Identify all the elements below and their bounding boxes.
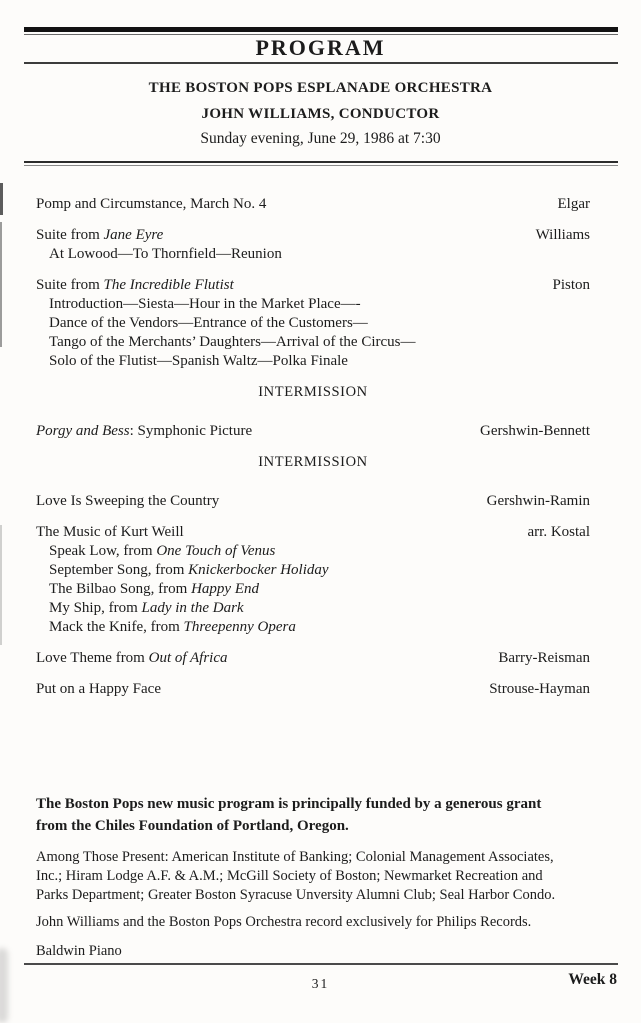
program-item — [36, 226, 590, 264]
work-title-line — [36, 523, 590, 542]
italic-title-segment: Happy End — [191, 581, 259, 597]
program-list — [36, 187, 590, 711]
text-line: from the Chiles Foundation of Portland, Oregon. — [36, 818, 349, 834]
movement-line — [36, 618, 590, 637]
text-line: Inc.; Hiram Lodge A.F. & A.M.; McGill Society of Boston; Newmarket Recreation and — [36, 868, 543, 884]
title-underline-rule — [24, 62, 618, 64]
text-segment: Dance of the Vendors—Entrance of the Customers— — [49, 315, 368, 331]
text-segment: Love Theme from — [36, 650, 149, 666]
movement-line — [36, 561, 590, 580]
notes-section — [36, 793, 585, 961]
composer-credit: Gershwin-Bennett — [480, 423, 590, 439]
text-segment: My Ship, from — [49, 600, 142, 616]
text-segment: Introduction—Siesta—Hour in the Market Place—- — [49, 296, 361, 312]
scan-artifact — [0, 222, 2, 347]
program-item — [36, 649, 590, 668]
baldwin-piano-credit: Baldwin Piano — [36, 943, 122, 959]
text-segment: The Bilbao Song, from — [49, 581, 192, 597]
work-title-line — [36, 276, 590, 295]
text-segment: Solo of the Flutist—Spanish Waltz—Polka Finale — [49, 353, 348, 369]
intermission-heading: INTERMISSION — [258, 454, 368, 470]
work-title-line — [36, 226, 590, 245]
text-segment: Speak Low, from — [49, 543, 157, 559]
conductor-name: JOHN WILLIAMS, CONDUCTOR — [201, 106, 440, 122]
italic-title-segment: Out of Africa — [148, 650, 228, 666]
movement-line — [36, 314, 590, 333]
top-rule-thick — [24, 27, 618, 32]
composer-credit: Gershwin-Ramin — [486, 493, 590, 509]
movement-line — [36, 333, 590, 352]
text-line: Among Those Present: American Institute of Banking; Colonial Management Associates, — [36, 849, 554, 865]
movement-line — [36, 580, 590, 599]
composer-credit: Williams — [535, 227, 590, 243]
italic-title-segment: Porgy and Bess — [36, 423, 130, 439]
program-item — [36, 680, 590, 699]
text-segment: Pomp and Circumstance, March No. 4 — [36, 196, 267, 212]
work-title-line — [36, 195, 590, 214]
program-item — [36, 523, 590, 637]
footer-rule — [24, 963, 618, 965]
intermission-heading: INTERMISSION — [258, 384, 368, 400]
orchestra-name: THE BOSTON POPS ESPLANADE ORCHESTRA — [148, 80, 493, 96]
text-segment: Suite from — [36, 227, 104, 243]
movement-line — [36, 542, 590, 561]
scan-artifact — [0, 183, 3, 215]
text-line: The Boston Pops new music program is principally funded by a generous grant — [36, 796, 542, 812]
movement-line — [36, 245, 590, 264]
text-segment: September Song, from — [49, 562, 189, 578]
italic-title-segment: Knickerbocker Holiday — [188, 562, 329, 578]
text-line: Parks Department; Greater Boston Syracuse Unversity Alumni Club; Seal Harbor Condo. — [36, 887, 556, 903]
program-item — [36, 422, 590, 441]
text-segment: At Lowood—To Thornfield—Reunion — [49, 246, 282, 262]
text-segment: Mack the Knife, from — [49, 619, 184, 635]
composer-credit: Elgar — [557, 196, 590, 212]
text-segment: Love Is Sweeping the Country — [36, 493, 220, 509]
program-item — [36, 276, 590, 371]
text-segment: Put on a Happy Face — [36, 681, 161, 697]
italic-title-segment: Jane Eyre — [103, 227, 164, 243]
among-those-present-note — [36, 848, 585, 905]
concert-datetime: Sunday evening, June 29, 1986 at 7:30 — [200, 130, 441, 147]
composer-credit: arr. Kostal — [527, 524, 590, 540]
composer-credit: Strouse-Hayman — [489, 681, 590, 697]
text-segment: : Symphonic Picture — [129, 423, 253, 439]
scan-artifact — [0, 525, 2, 645]
movement-line — [36, 295, 590, 314]
header-divider-rule-thick — [24, 161, 618, 163]
italic-title-segment: Lady in the Dark — [141, 600, 244, 616]
text-segment: Suite from — [36, 277, 104, 293]
composer-credit: Barry-Reisman — [498, 650, 590, 666]
program-item — [36, 492, 590, 511]
italic-title-segment: One Touch of Venus — [156, 543, 276, 559]
italic-title-segment: Threepenny Opera — [183, 619, 296, 635]
page-title: PROGRAM — [255, 35, 386, 60]
text-segment: The Music of Kurt Weill — [36, 524, 184, 540]
page-number: 31 — [311, 976, 330, 991]
header-divider-rule-thin — [24, 165, 618, 166]
movement-line — [36, 599, 590, 618]
week-label: Week 8 — [568, 971, 617, 988]
funding-note — [36, 793, 585, 837]
text-segment: Tango of the Merchants’ Daughters—Arrival of the Circus— — [49, 334, 416, 350]
philips-records-note: John Williams and the Boston Pops Orchestra record exclusively for Philips Records. — [36, 914, 532, 930]
italic-title-segment: The Incredible Flutist — [103, 277, 234, 293]
program-item — [36, 195, 590, 214]
movement-line — [36, 352, 590, 371]
composer-credit: Piston — [552, 277, 590, 293]
